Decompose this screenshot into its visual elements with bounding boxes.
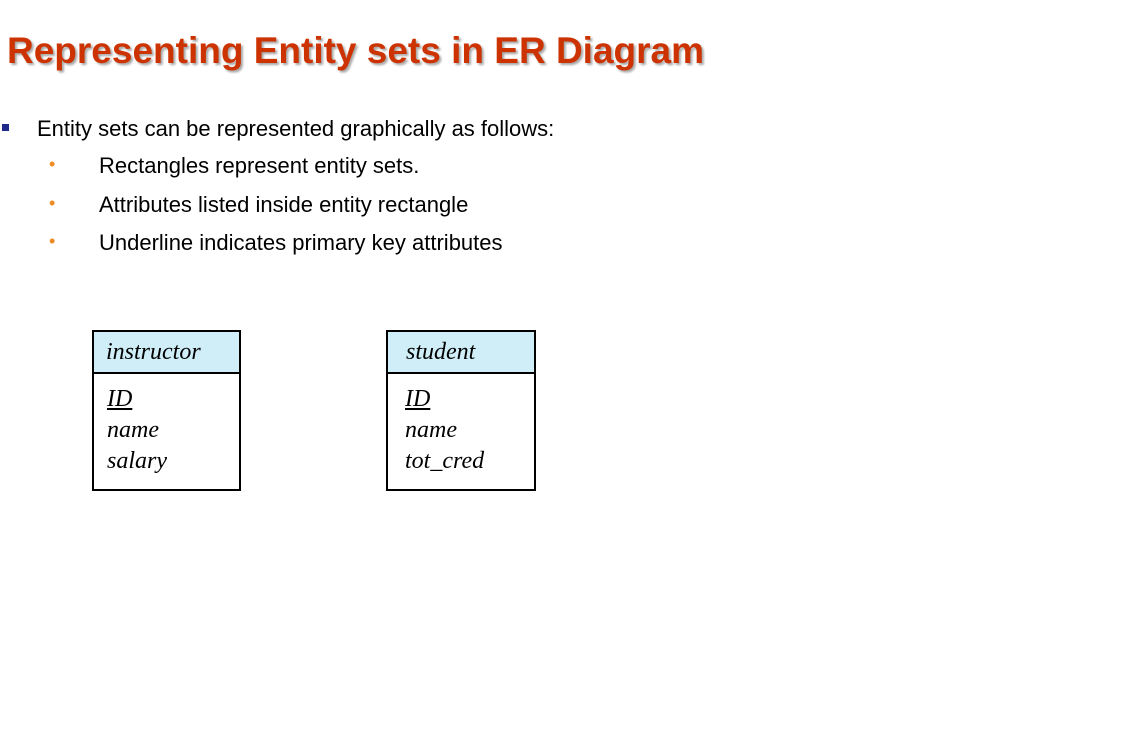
attribute: name bbox=[405, 417, 457, 443]
attribute: salary bbox=[107, 448, 167, 474]
bullet-sub-text: Underline indicates primary key attributes bbox=[99, 230, 503, 255]
bullet-sub-2 bbox=[0, 190, 700, 222]
entity-name: instructor bbox=[94, 332, 239, 374]
bullet-main-text: Entity sets can be represented graphically as follows: bbox=[37, 116, 555, 141]
bullet-main bbox=[0, 114, 700, 146]
entity-instructor bbox=[92, 330, 241, 491]
dot-bullet-icon: • bbox=[49, 154, 56, 174]
square-bullet-icon bbox=[2, 124, 9, 131]
bullet-sub-text: Attributes listed inside entity rectangle bbox=[99, 192, 469, 217]
bullet-sub-text: Rectangles represent entity sets. bbox=[99, 153, 420, 178]
bullet-sub-1 bbox=[0, 151, 700, 183]
dot-bullet-icon: • bbox=[49, 193, 56, 213]
entity-name: student bbox=[388, 332, 534, 374]
primary-key-attribute: ID bbox=[405, 386, 431, 412]
attribute: name bbox=[107, 417, 159, 443]
dot-bullet-icon: • bbox=[49, 231, 56, 251]
entity-attributes bbox=[388, 374, 534, 477]
bullet-sub-3 bbox=[0, 228, 700, 260]
slide-title: Representing Entity sets in ER Diagram bbox=[7, 30, 705, 71]
attribute: tot_cred bbox=[405, 448, 485, 474]
primary-key-attribute: ID bbox=[107, 386, 133, 412]
entity-student bbox=[386, 330, 536, 491]
entity-attributes bbox=[94, 374, 239, 477]
